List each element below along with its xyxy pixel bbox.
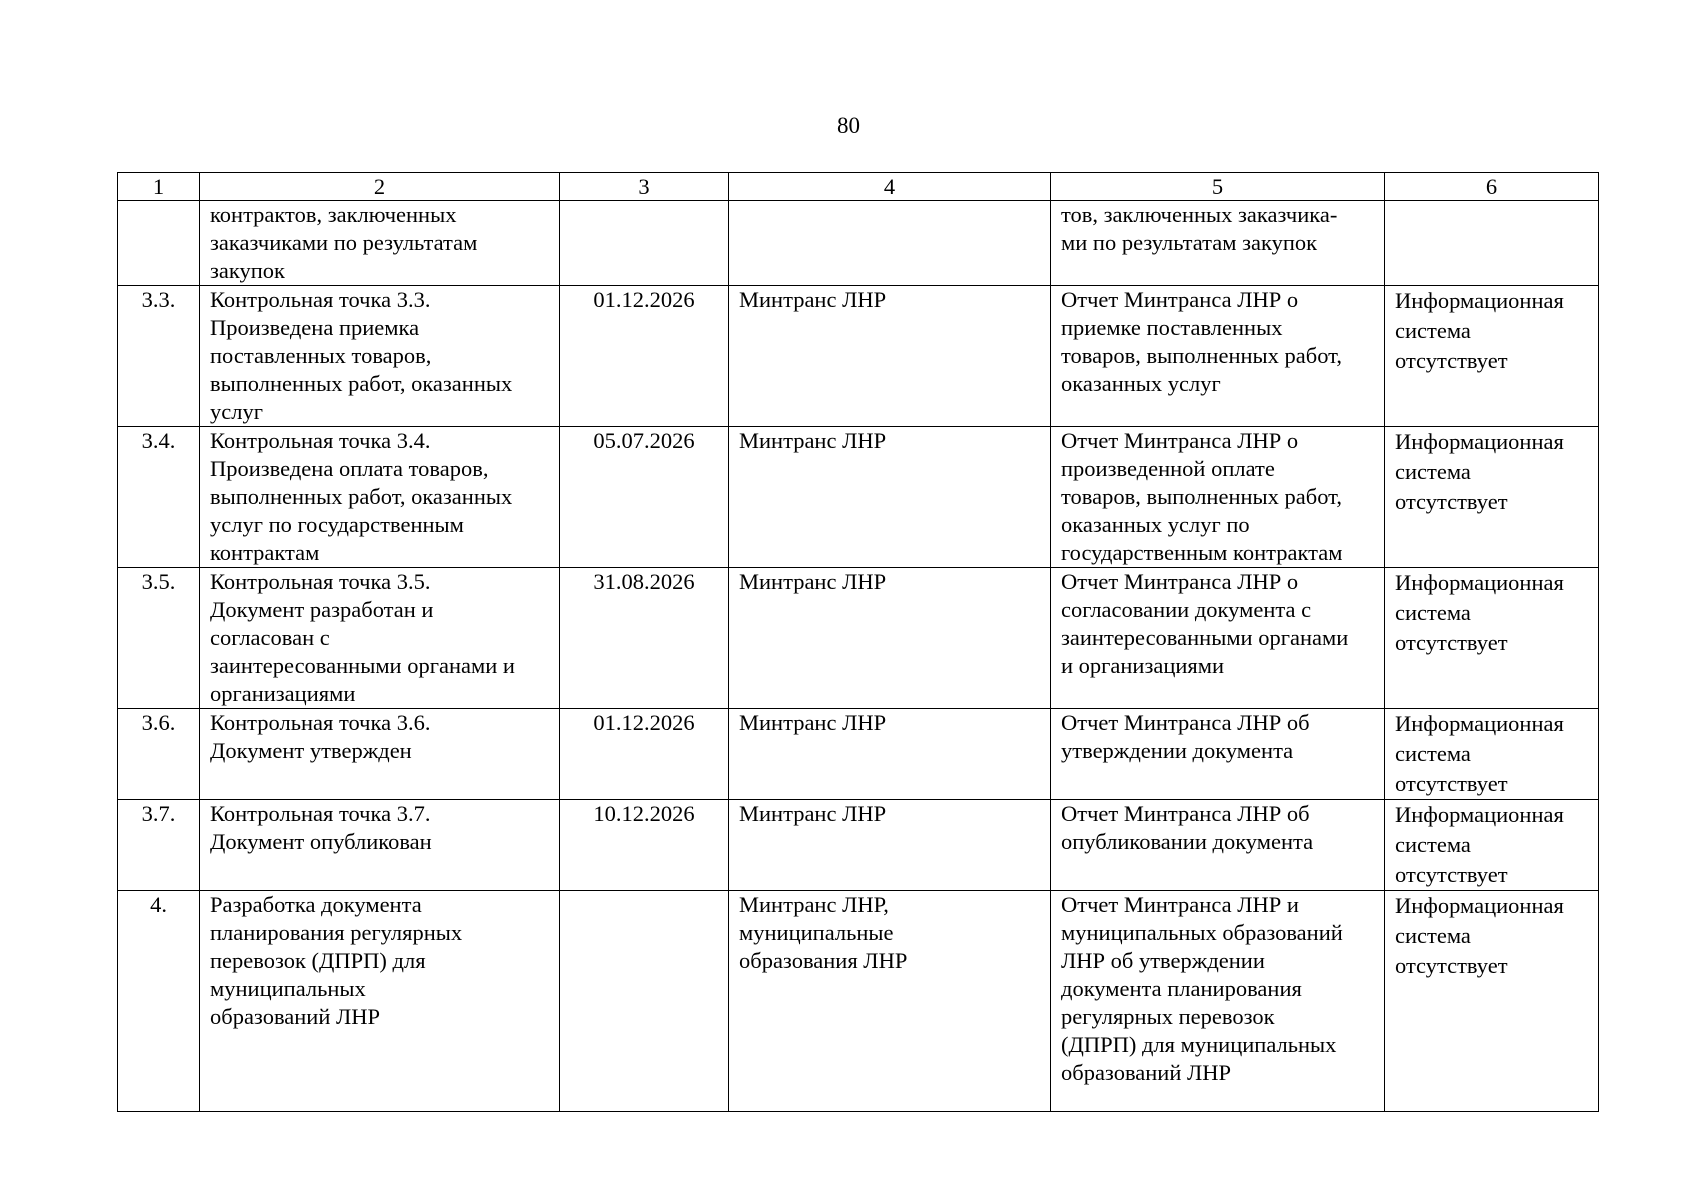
row-name: [200, 800, 560, 891]
row-responsible: [729, 201, 1051, 286]
row-date: 10.12.2026: [560, 800, 729, 891]
row-date: [560, 201, 729, 286]
table-row: [118, 286, 1599, 427]
row-info-system: [1385, 709, 1599, 800]
page-number: 80: [837, 113, 860, 138]
row-date: 05.07.2026: [560, 427, 729, 568]
row-date: 01.12.2026: [560, 709, 729, 800]
row-number: 4.: [118, 891, 200, 1112]
row-document: [1051, 427, 1385, 568]
column-header-5: 5: [1051, 173, 1385, 201]
table-row: [118, 427, 1599, 568]
row-info-system-text: Информационная система отсутствует: [1395, 288, 1564, 373]
row-number: 3.6.: [118, 709, 200, 800]
row-info-system: [1385, 800, 1599, 891]
column-header-2: 2: [200, 173, 560, 201]
row-name: [200, 709, 560, 800]
row-document-text: Отчет Минтранса ЛНР о согласовании документа с заинтересованными органами и организациями: [1061, 569, 1349, 678]
row-date: 01.12.2026: [560, 286, 729, 427]
row-responsible-text: Минтранс ЛНР: [739, 801, 887, 826]
row-date: [560, 891, 729, 1112]
row-number: 3.5.: [118, 568, 200, 709]
row-info-system-text: Информационная система отсутствует: [1395, 429, 1564, 514]
row-name: [200, 427, 560, 568]
row-name-text: Разработка документа планирования регулярных перевозок (ДПРП) для муниципальных образований ЛНР: [210, 892, 463, 1029]
row-info-system: [1385, 568, 1599, 709]
row-responsible: [729, 427, 1051, 568]
column-header-3: 3: [560, 173, 729, 201]
row-info-system: [1385, 891, 1599, 1112]
row-document: [1051, 568, 1385, 709]
table-row: [118, 709, 1599, 800]
table-row: [118, 800, 1599, 891]
row-document-text: Отчет Минтранса ЛНР о произведенной оплате товаров, выполненных работ, оказанных услуг по государственным контрактам: [1061, 428, 1343, 565]
row-document-text: Отчет Минтранса ЛНР об опубликовании документа: [1061, 801, 1314, 854]
row-number: [118, 201, 200, 286]
row-name: [200, 201, 560, 286]
row-document: [1051, 891, 1385, 1112]
row-info-system-text: Информационная система отсутствует: [1395, 570, 1564, 655]
table-row: [118, 568, 1599, 709]
row-name: [200, 568, 560, 709]
row-name-text: контрактов, заключенных заказчиками по результатам закупок: [210, 202, 478, 283]
column-header-6: 6: [1385, 173, 1599, 201]
row-document-text: Отчет Минтранса ЛНР о приемке поставленных товаров, выполненных работ, оказанных услуг: [1061, 287, 1342, 396]
row-responsible-text: Минтранс ЛНР: [739, 710, 887, 735]
table-row: [118, 201, 1599, 286]
row-date: 31.08.2026: [560, 568, 729, 709]
table-header-row: [118, 173, 1599, 201]
row-name-text: Контрольная точка 3.6. Документ утвержден: [210, 710, 431, 763]
table-row: [118, 891, 1599, 1112]
control-points-table: [117, 172, 1599, 1112]
row-info-system: [1385, 201, 1599, 286]
row-responsible: [729, 709, 1051, 800]
row-document-text: Отчет Минтранса ЛНР и муниципальных образований ЛНР об утверждении документа планирования регулярных перевозок (ДПРП) для муниципальных образований ЛНР: [1061, 892, 1343, 1085]
row-document: [1051, 800, 1385, 891]
row-document-text: тов, заключенных заказчика- ми по результатам закупок: [1061, 202, 1338, 255]
row-responsible: [729, 568, 1051, 709]
row-name-text: Контрольная точка 3.3. Произведена приемка поставленных товаров, выполненных работ, оказанных услуг: [210, 287, 513, 424]
row-info-system-text: Информационная система отсутствует: [1395, 893, 1564, 978]
row-name: [200, 286, 560, 427]
row-responsible: [729, 286, 1051, 427]
row-name-text: Контрольная точка 3.4. Произведена оплата товаров, выполненных работ, оказанных услуг по государственным контрактам: [210, 428, 513, 565]
row-name: [200, 891, 560, 1112]
row-document: [1051, 201, 1385, 286]
row-info-system: [1385, 286, 1599, 427]
row-document: [1051, 286, 1385, 427]
row-responsible-text: Минтранс ЛНР: [739, 428, 887, 453]
row-document: [1051, 709, 1385, 800]
row-number: 3.3.: [118, 286, 200, 427]
row-number: 3.7.: [118, 800, 200, 891]
column-header-4: 4: [729, 173, 1051, 201]
row-responsible: [729, 891, 1051, 1112]
row-responsible-text: Минтранс ЛНР: [739, 287, 887, 312]
row-responsible: [729, 800, 1051, 891]
row-number: 3.4.: [118, 427, 200, 568]
column-header-1: 1: [118, 173, 200, 201]
row-info-system: [1385, 427, 1599, 568]
row-name-text: Контрольная точка 3.7. Документ опубликован: [210, 801, 432, 854]
row-responsible-text: Минтранс ЛНР: [739, 569, 887, 594]
row-name-text: Контрольная точка 3.5. Документ разработан и согласован с заинтересованными органами и организациями: [210, 569, 515, 706]
row-info-system-text: Информационная система отсутствует: [1395, 711, 1564, 796]
row-document-text: Отчет Минтранса ЛНР об утверждении документа: [1061, 710, 1310, 763]
row-responsible-text: Минтранс ЛНР, муниципальные образования ЛНР: [739, 892, 908, 973]
row-info-system-text: Информационная система отсутствует: [1395, 802, 1564, 887]
